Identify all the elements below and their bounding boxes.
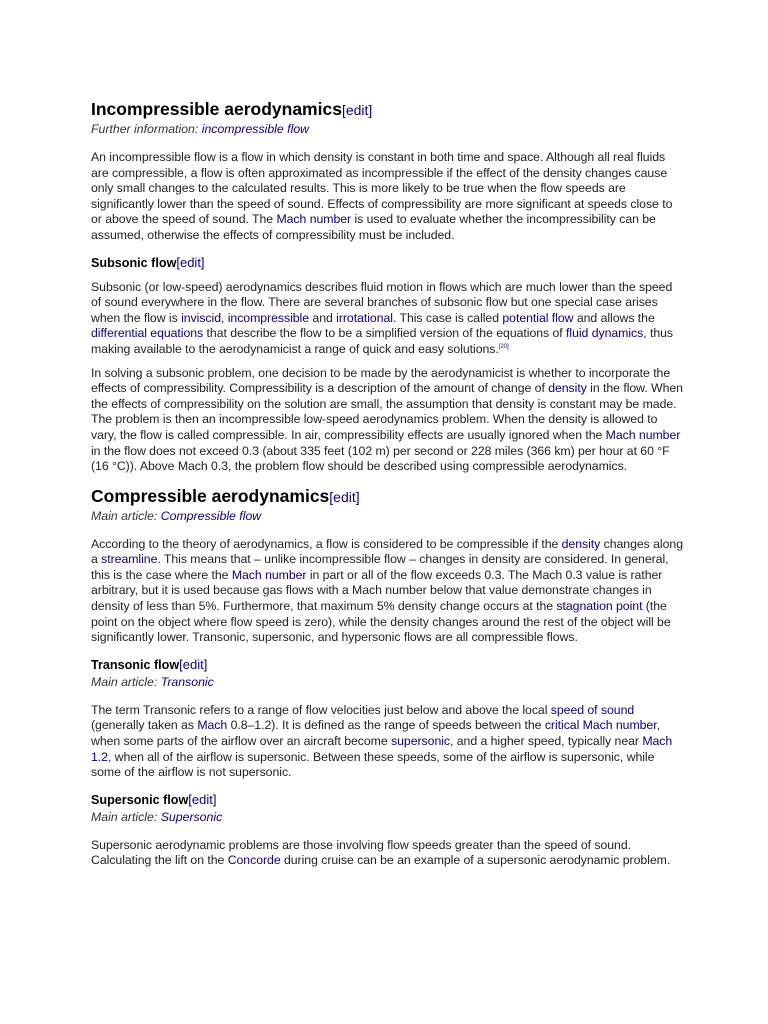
text-run: is used to evaluate whether the incompressibility can be assumed, otherwise the effects of compressibility must be included. [91,212,656,242]
inline-link[interactable]: Mach number [276,212,352,227]
paragraph [91,280,684,358]
text-run: An incompressible flow is a flow in which density is constant in both time and space. Although all real fluids are compressible, a flow is often approximated as incompressible if the effect of the density changes cause only small changes to the calculated results. This is more likely to be true when the flow speeds are significantly lower than the speed of sound. Effects of compressibility are more significant at speeds close to or above the speed of sound. The [91,150,673,227]
inline-link[interactable]: density [548,381,587,396]
text-run: In solving a subsonic problem, one decision to be made by the aerodynamicist is whether to incorporate the effects of compressibility. Compressibility is a description of the amount of change of [91,365,671,396]
inline-link[interactable]: Concorde [227,853,281,868]
paragraph [91,366,684,475]
paragraph [91,150,684,244]
text-run: (the point on the object where flow speed is zero), while the density changes around the rest of the object will be significantly lower. Transonic, supersonic, and hypersonic flows are all compressible flows. [91,599,671,645]
heading-text: Compressible aerodynamics [91,485,330,506]
further-information-hatnote [91,121,684,137]
text-run: and [309,310,337,325]
text-run: The term Transonic refers to a range of flow velocities just below and above the local [91,702,551,717]
heading-text: Incompressible aerodynamics [91,99,342,119]
section-heading-supersonic [91,791,684,809]
text-run: According to the theory of aerodynamics, a flow is considered to be compressible if the [91,536,562,551]
paragraph [91,537,684,646]
inline-link[interactable]: Mach 1.2 [91,734,673,764]
text-run: Supersonic aerodynamic problems are those involving flow speeds greater than the speed of sound. Calculating the lift on the [91,837,632,868]
text-run: . This case is called [392,310,503,325]
section-heading-incompressible [91,98,684,121]
inline-link[interactable]: Mach [197,718,228,733]
hatnote-link[interactable]: incompressible flow [201,122,310,136]
text-run: in the flow does not exceed 0.3 (about 335 feet (102 m) per second or 228 miles (366 km) per hour at 60 °F (16 °C)). Above Mach 0.3, the problem flow should be described using compressible aerodynamics. [91,443,670,474]
text-run: , when some parts of the airflow over an aircraft become [91,718,660,749]
main-article-hatnote [91,809,684,825]
inline-link[interactable]: Mach number [605,427,681,442]
text-run: and allows the [573,310,655,325]
text-run: during cruise can be an example of a supersonic aerodynamic problem. [280,853,671,868]
edit-link[interactable]: [edit] [176,254,205,270]
text-run: 0.8–1.2). It is defined as the range of speeds between the [227,718,545,733]
hatnote-prefix: Main article: [91,508,158,523]
text-run: changes along a [91,536,683,567]
section-heading-subsonic [91,254,684,272]
inline-link[interactable]: potential flow [502,310,574,325]
inline-link[interactable]: inviscid [181,310,221,325]
text-run: Subsonic (or low-speed) aerodynamics describes fluid motion in flows which are much lower than the speed of sound everywhere in the flow. There are several branches of subsonic flow but one special case arises when the flow is [91,279,673,325]
inline-link[interactable]: stagnation point [556,599,643,614]
hatnote-prefix: Further information: [91,122,199,136]
heading-text: Supersonic flow [91,792,189,807]
text-run: , when all of the airflow is supersonic. Between these speeds, some of the airflow is supersonic, while some of the airflow is not supersonic. [91,749,655,780]
section-heading-compressible [91,485,684,508]
text-run: in part or all of the flow exceeds 0.3. The Mach 0.3 value is rather arbitrary, but it is used because gas flows with a Mach number below that value demonstrate changes in density of less than 5%. Furthermore, that maximum 5% density change occurs at the [91,567,663,614]
text-run: , and a higher speed, typically near [450,734,643,749]
inline-link[interactable]: density [561,536,601,551]
text-run: , thus making available to the aerodynamicist a range of quick and easy solutions. [91,326,674,356]
text-run: . This means that – unlike incompressible flow – changes in density are considered. In general, this is the case where the [91,552,669,582]
inline-link[interactable]: irrotational [336,310,393,325]
main-article-hatnote [91,674,684,690]
edit-link[interactable]: [edit] [329,488,360,505]
paragraph [91,838,684,869]
edit-link[interactable]: [edit] [179,656,208,672]
hatnote-prefix: Main article: [91,674,158,689]
citation-ref[interactable]: [20] [498,343,509,350]
heading-text: Transonic flow [91,657,180,672]
inline-link[interactable]: critical Mach number [544,718,657,733]
section-heading-transonic [91,656,684,674]
inline-link[interactable]: Mach number [231,567,307,582]
inline-link[interactable]: supersonic [391,734,451,749]
text-run: (generally taken as [91,718,198,733]
text-run: that describe the flow to be a simplified version of the equations of [203,326,567,341]
hatnote-link[interactable]: Supersonic [160,809,223,824]
heading-text: Subsonic flow [91,255,177,270]
hatnote-link[interactable]: Compressible flow [160,508,262,523]
paragraph [91,703,684,781]
edit-link[interactable]: [edit] [341,102,373,118]
hatnote-link[interactable]: Transonic [160,674,214,689]
main-article-hatnote [91,508,684,524]
inline-link[interactable]: streamline [101,552,158,567]
inline-link[interactable]: incompressible [227,310,310,325]
text-run: in the flow. When the effects of compressibility on the solution are small, the assumption that density is constant may be made. The problem is then an incompressible low-speed aerodynamics problem. When the density is allowed to vary, the flow is called compressible. In air, compressibility effects are usually ignored when the [91,381,683,442]
inline-link[interactable]: speed of sound [550,702,635,717]
text-run: , [220,310,228,325]
inline-link[interactable]: differential equations [91,326,204,341]
edit-link[interactable]: [edit] [188,791,217,807]
inline-link[interactable]: fluid dynamics [566,326,644,341]
hatnote-prefix: Main article: [91,809,158,824]
